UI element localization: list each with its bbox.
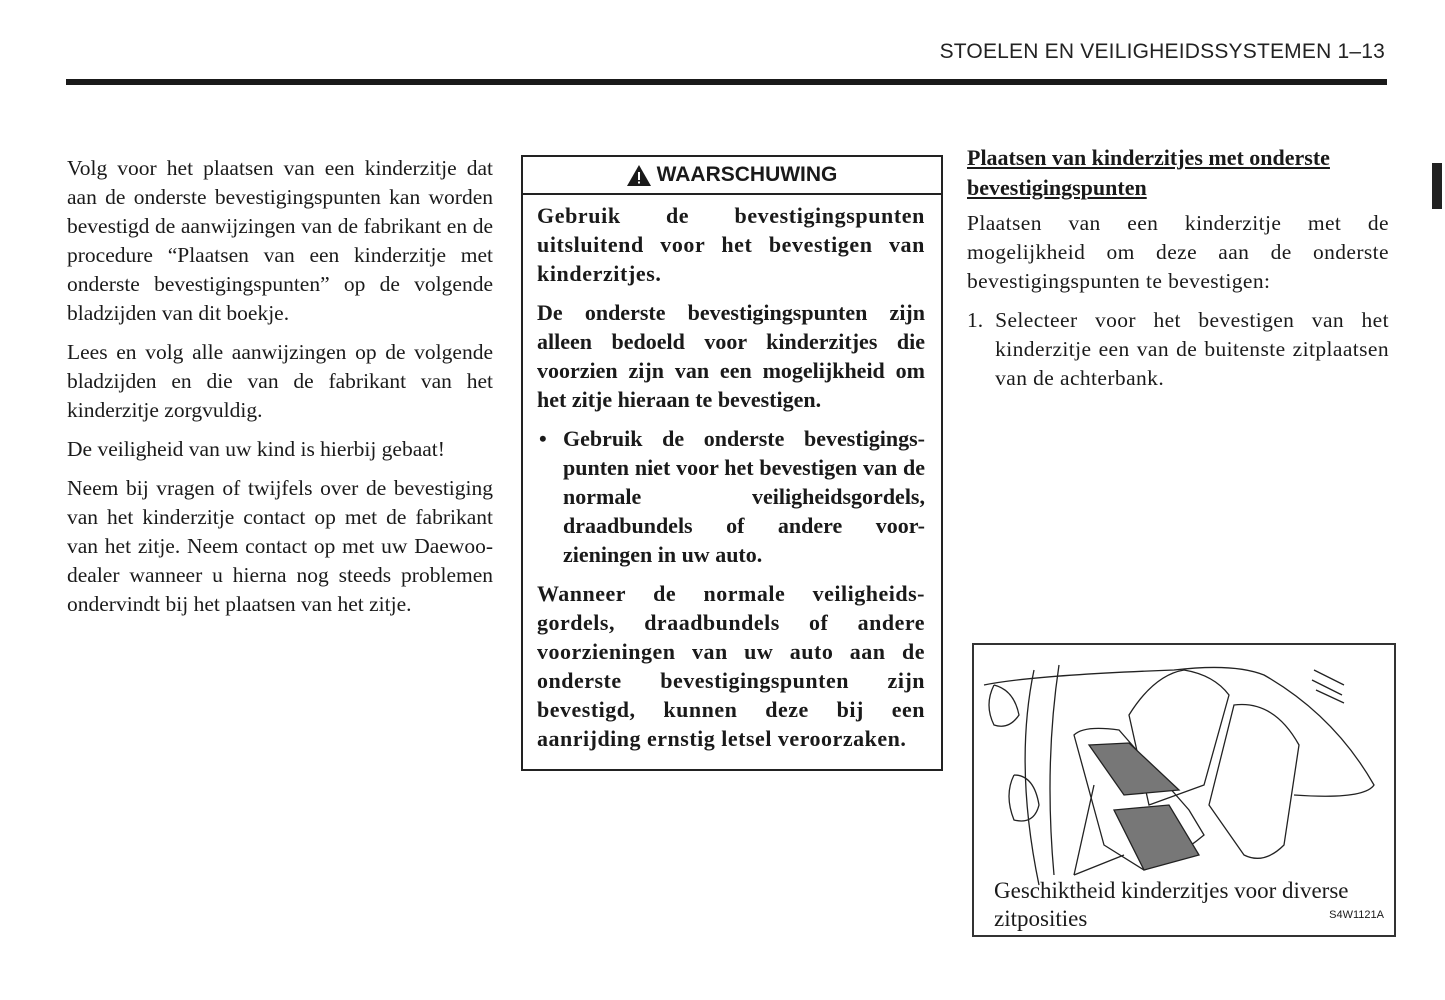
section-tab-marker [1432, 163, 1442, 209]
warning-paragraph: Gebruik de bevestigingspunten uitsluitend voor het bevestigen van kinderzitjes. [537, 203, 925, 286]
section-heading: Plaatsen van kinderzitjes met onderste bevestigingspunten [967, 145, 1330, 200]
figure-caption: Geschiktheid kinderzitjes voor diverse zitposities [994, 878, 1349, 931]
figure-code: S4W1121A [1329, 909, 1384, 921]
paragraph: De veiligheid van uw kind is hierbij gebaat! [67, 437, 445, 461]
page-header: STOELEN EN VEILIGHEIDSSYSTEMEN 1–13 [939, 40, 1385, 63]
warning-paragraph: De onderste bevestigingspunten zijn alleen bedoeld voor kinderzitjes die voorzien zijn van een mogelijkheid om het zitje hieraan te bevestigen. [537, 300, 925, 412]
warning-box [521, 155, 943, 771]
list-item [967, 306, 1389, 393]
figure-rear-seat [972, 643, 1396, 937]
bullet-text: Gebruik de onderste bevestigings-punten niet voor het bevestigen van de normale veiligheidsgordels, draadbundels of andere voor-zieningen in uw auto. [563, 426, 925, 567]
paragraph: Neem bij vragen of twijfels over de bevestiging van het kinderzitje contact op met de fabrikant van het zitje. Neem contact op met uw Daewoo-dealer wanneer u hierna nog steeds problemen ondervindt bij het plaatsen van het zitje. [67, 476, 493, 616]
warning-header [523, 157, 941, 195]
paragraph: Volg voor het plaatsen van een kinderzitje dat aan de onderste bevestigingspunten kan worden bevestigd de aanwijzingen van de fabrikant en de procedure “Plaatsen van een kinderzitje met onderste bevestigingspunten” op de volgende bladzijden van dit boekje. [67, 156, 493, 325]
warning-bullet [539, 424, 925, 569]
paragraph: Lees en volg alle aanwijzingen op de volgende bladzijden en die van de fabrikant van het kinderzitje zorgvuldig. [67, 340, 493, 422]
bullet-marker: • [539, 426, 547, 451]
step-text: Selecteer voor het bevestigen van het kinderzitje een van de buitenste zitplaatsen van de achterbank. [995, 308, 1389, 390]
warning-paragraph: Wanneer de normale veiligheids-gordels, draadbundels of andere voorzieningen van uw auto aan de onderste bevestigingspunten zijn bevestigd, kunnen deze bij een aanrijding ernstig letsel veroorzaken. [537, 581, 925, 751]
header-rule [66, 79, 1387, 85]
right-column [967, 143, 1389, 393]
left-column [67, 154, 493, 629]
step-number: 1. [967, 308, 984, 332]
warning-triangle-icon [627, 165, 651, 186]
warning-title: WAARSCHUWING [656, 163, 838, 186]
paragraph: Plaatsen van een kinderzitje met de mogelijkheid om deze aan de onderste bevestigingspunten te bevestigen: [967, 211, 1389, 293]
